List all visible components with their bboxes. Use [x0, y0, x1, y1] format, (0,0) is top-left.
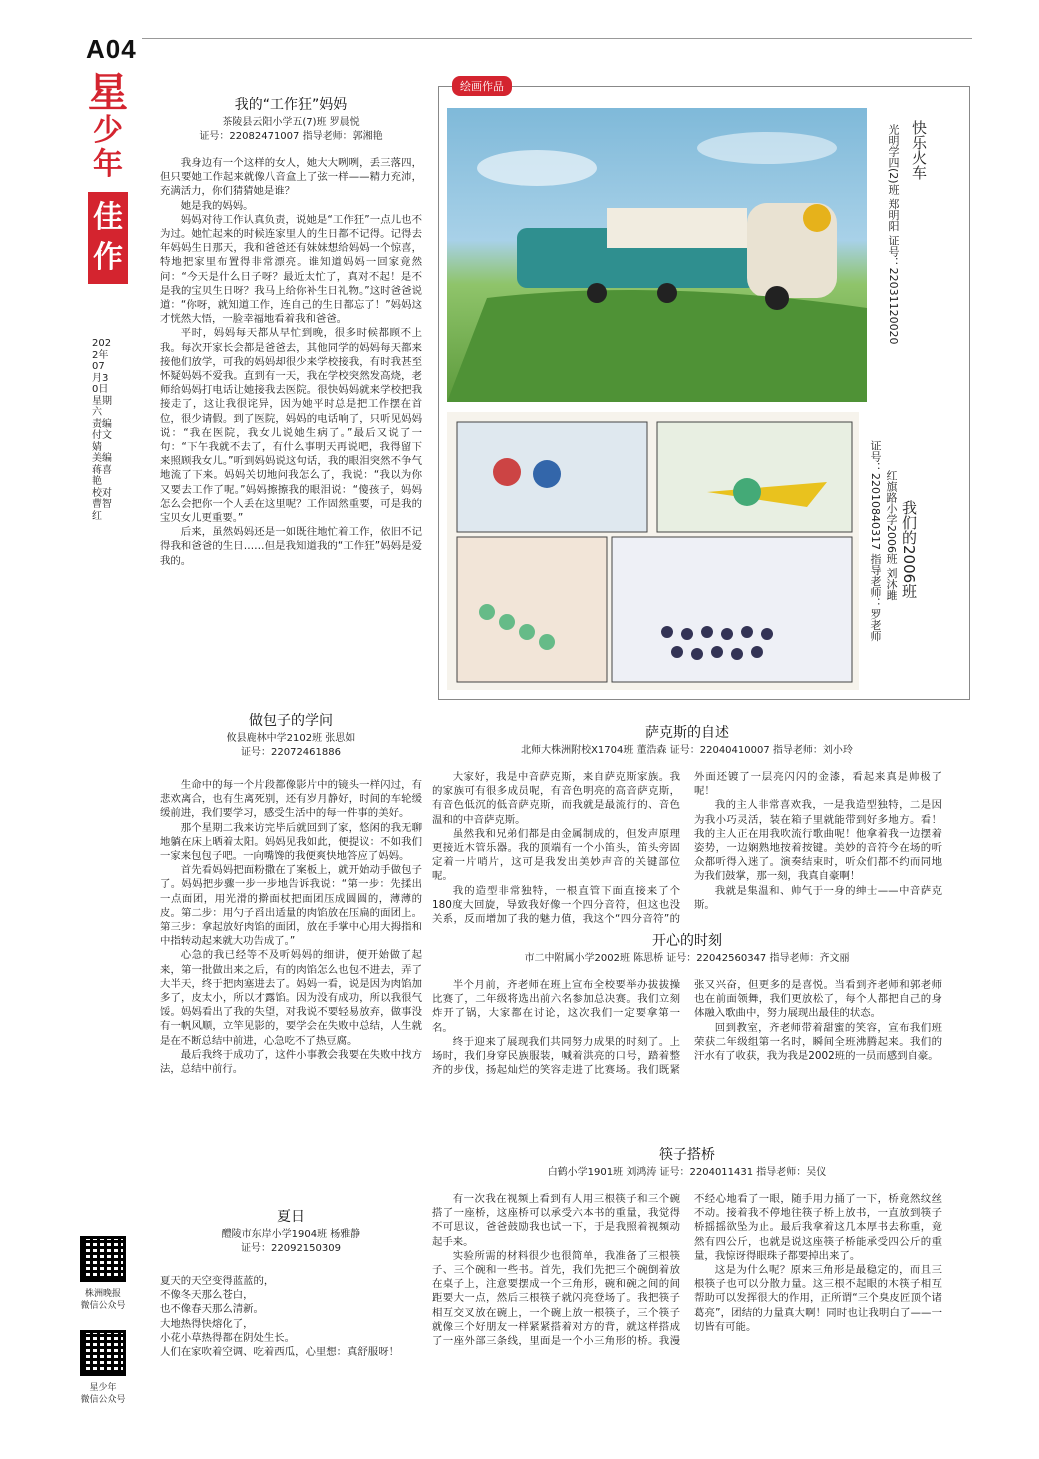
painting1-title-text: 快乐火车: [910, 120, 928, 180]
poem-line: 不像冬天那么苍白，: [160, 1289, 254, 1302]
poem-body: [160, 1274, 422, 1359]
poem-line: 夏天的天空变得蓝蓝的，: [160, 1275, 275, 1287]
paragraph: 首先看妈妈把面粉撒在了案板上，就开始动手做包子了。妈妈把步骤一步一步地告诉我说：“第一步：先揉出一点面团，用光滑的擀面杖把面团压成圆圆的，薄薄的皮。第二步：用勺子舀出适量的肉馅放在压扁的面团上。第三步：拿起放好肉馅的面团，放在手掌中心用大拇指和中指转动起来就大功告成了。”: [160, 864, 422, 948]
article-byline: 北师大株洲附校X1704班 董浩森 证号：22040410007 指导老师：刘小玲: [521, 745, 853, 756]
paragraph: 我的主人非常喜欢我，一是我造型独特，二是因为我小巧灵活，装在箱子里就能带到好多地方。看！我的主人正在用我吹流行歌曲呢！他拿着我一边摆着姿势，一边娴熟地按着按键。美妙的音符今在场的听众都听得入迷了。演奏结束时，听众们都不约而同地为我们鼓掌，那一刻，我真自豪啊！: [694, 799, 942, 883]
poem-line: 人们在家吹着空调、吃着西瓜，心里想：真舒服呀！: [160, 1346, 399, 1359]
article-body: [160, 156, 422, 568]
qr-label: [68, 1382, 138, 1406]
paragraph: 大家好，我是中音萨克斯，来自萨克斯家族。我的家族可有很多成员呢，有音色明亮的高音萨克斯，有音色低沉的低音萨克斯，而我就是最流行的、音色温和的中音萨克斯。: [432, 771, 680, 826]
article-saxophone: [432, 722, 942, 950]
article-chopstick-bridge: [432, 1144, 942, 1412]
qr-label-line: 微信公众号: [80, 1395, 126, 1405]
class-illustration: [447, 412, 859, 690]
painting2-credit2: 证号：22010840317 指导老师：罗老师: [869, 440, 882, 642]
paragraph: 心急的我已经等不及听妈妈的细讲，便开始做了起来，第一批做出来之后，有的肉馅怎么也包不进去，弄了大半天，终于把肉塞进去了。妈妈一看，说是因为肉馅加多了，皮太小，所以才露馅。因为没有成功，所以我很气馁。妈妈看出了我的失望，对我说不要轻易放弃，做事没有一帆风顺，立竿见影的，要学会在失败中总结，人生就是在不断总结中前进，心急吃不了热豆腐。: [160, 949, 422, 1047]
masthead-title-line1: 星: [88, 69, 128, 116]
paragraph: 我身边有一个这样的女人，她大大咧咧，丢三落四，但只要她工作起来就像八音盒上了弦一样——精力充沛，充满活力，你们猜猜她是谁？: [160, 157, 422, 198]
paragraph: 她是我的妈妈。: [180, 199, 254, 212]
article-title: 夏日: [277, 1209, 305, 1225]
artwork-tag: 绘画作品: [452, 76, 512, 96]
article-happy-moment: [432, 930, 942, 1128]
article-credential: 证号：22072461886: [241, 747, 341, 758]
paragraph: 平时，妈妈每天都从早忙到晚，很多时候都顾不上我。每次开家长会都是爸爸去，其他同学的妈妈每天都来接他们放学，可我的妈妈却很少来学校接我，有时我甚至怀疑妈妈不爱我。直到有一天，我在学校突然发高烧，老师给妈妈打电话让她接我去医院。很快妈妈就来学校把我接走了，这让我很诧异，因为她平时总是把工作摆在首位，很少请假。到了医院，妈妈的电话响了，只听见妈妈说：“我在医院，我女儿说她生病了。”最后又说了一句：“下午我就不去了，有什么事明天再说吧，我得留下来照顾我女儿。”听到妈妈说这句话，我的眼泪突然不争气地流了下来。妈妈关切地问我怎么了，我说：“我以为你又要去工作了呢。”妈妈擦擦我的眼泪说：“傻孩子，妈妈怎么会把你一个人丢在这里呢？工作固然重要，可是我的宝贝女儿更重要。”: [160, 327, 422, 525]
paragraph: 生命中的每一个片段都像影片中的镜头一样闪过，有悲欢离合，也有生离死别，还有岁月静好，时间的车轮缓缓前进，我们要学习，感受生活中的每一件事的美好。: [160, 779, 422, 820]
article-byline: 白鹤小学1901班 刘鸿涛 证号：2204011431 指导老师：吴仪: [547, 1167, 827, 1178]
qr-code-icon[interactable]: [80, 1236, 126, 1282]
paragraph: 半个月前，齐老师在班上宣布全校要举办拔拔操比赛了，二年级将选出前六名参加总决赛。我们立刻炸开了锅，大家都在讨论，这次我们一定要拿第一名。: [432, 979, 680, 1034]
article-body: [432, 978, 942, 1128]
painting2-title: [902, 500, 916, 598]
article-byline: 攸县鹿林中学2102班 张思如: [226, 733, 356, 744]
paragraph: 后来，虽然妈妈还是一如既往地忙着工作，依旧不记得我和爸爸的生日……但是我知道我的“工作狂”妈妈是爱我的。: [160, 526, 422, 567]
painting1-title: [912, 120, 926, 180]
paragraph: 回到教室，齐老师带着甜蜜的笑容，宣布我们班荣获二年级组第一名时，瞬间全班沸腾起来。我们的汗水有了收获，我为我是2002班的一员而感到自豪。: [694, 1021, 942, 1063]
poem-line: 大地热得快熔化了，: [160, 1317, 254, 1330]
poem-line: 也不像春天那么清新。: [160, 1303, 264, 1316]
paragraph: 这是为什么呢？原来三角形是最稳定的，而且三根筷子也可以分散力量。这三根不起眼的木筷子相互帮助可以发挥很大的作用，正所谓“三个臭皮匠顶个诸葛亮”，团结的力量真大啊！同时也让我明白了——一切皆有可能。: [694, 1264, 942, 1333]
masthead: [80, 69, 150, 284]
painting-happy-train: [447, 108, 867, 402]
qr-code-icon[interactable]: [80, 1330, 126, 1376]
article-byline: 市二中附属小学2002班 陈思桥 证号：22042560347 指导老师：齐文丽: [524, 953, 850, 964]
article-title: 我的“工作狂”妈妈: [234, 97, 348, 113]
article-byline: 茶陵县云阳小学五(7)班 罗晨悦: [222, 117, 360, 128]
painting1-credit: 光明学四(2)班 郑明阳 证号：22031120020: [887, 124, 900, 345]
qr-label-line: 微信公众号: [80, 1301, 126, 1311]
page-number: A04: [86, 34, 137, 64]
qr-label-line: 星少年: [89, 1383, 117, 1393]
qr-label: [68, 1288, 138, 1312]
painting2-title-text: 我们的2006班: [900, 500, 918, 599]
article-body: [432, 1192, 942, 1412]
painting-our-class: [447, 412, 859, 690]
paragraph: 虽然我和兄弟们都是由金属制成的，但发声原理更接近木管乐器。我的顶端有一个小笛头，笛头旁固定着一片哨片，这可是我发出美妙声音的关键部位呢。: [432, 827, 680, 883]
qr-label-line: 株洲晚报: [84, 1289, 121, 1299]
paragraph: 终于迎来了展现我们共同努力成果的时刻了。上场时，我们身穿民族服装，喊着洪亮的口号，踏着整齐的步伐，扬起灿烂的笑容走进了比赛场。我们既紧张又兴奋，但更多的是喜悦。当看到齐老师和郭老师也在前面领舞，我们更放松了，每个人都把自己的身体融入歌曲中，努力展现出最佳的状态。: [432, 979, 942, 1077]
masthead-title-line2: 少年: [93, 113, 123, 182]
article-credential: 证号：22092150309: [241, 1243, 341, 1254]
article-body: [432, 770, 942, 950]
dateline: 2022年07月30日 星期六 责编付文婧 美编蒋喜艳 校对曹智红: [92, 338, 112, 522]
paragraph: 妈妈对待工作认真负责，说她是“工作狂”一点儿也不为过。她忙起来的时候连家里人的生日都不记得。记得去年妈妈生日那天，我和爸爸还有妹妹想给妈妈一个惊喜，特地把家里布置得非常漂亮。谁知道妈妈一回家竟然问：“今天是什么日子呀？最近太忙了，真对不起！是不是我的宝贝生日呀？我马上给你补生日礼物。”这时爸爸说道：“你呀，就知道工作，连自己的生日都忘了！”妈妈这才恍然大悟，一脸幸福地看着我和爸爸。: [160, 213, 422, 326]
paragraph: 我的造型非常独特，一根直管下面直接来了个180度大回旋，导致我好像一个四分音符，但这也没关系，反而增加了我的魅力值，我这个“四分音符”的外面还镀了一层亮闪闪的金漆，看起来真是帅极了呢！: [432, 771, 942, 926]
article-summer: [160, 1206, 422, 1359]
paragraph: 最后我终于成功了，这件小事教会我要在失败中找方法，总结中前行。: [160, 1048, 422, 1076]
top-rule: [142, 38, 972, 39]
paragraph: 那个星期二我来访完毕后就回到了家，悠闲的我无聊地躺在床上晒着太阳。妈妈见我如此，便提议：不如我们一家来包包子吧。一向嘴馋的我便爽快地答应了妈妈。: [160, 821, 422, 863]
painting2-credit: 红旗路小学2006班 刘沐雎: [885, 470, 898, 601]
article-workaholic-mom: [160, 94, 422, 568]
article-byline: 醴陵市东岸小学1904班 杨雅静: [221, 1229, 361, 1240]
paragraph: 我就是集温和、帅气于一身的绅士——中音萨克斯。: [694, 884, 942, 911]
article-baozi: [160, 710, 422, 1076]
article-title: 开心的时刻: [652, 933, 722, 949]
article-title: 萨克斯的自述: [645, 725, 729, 741]
paragraph: 实验所需的材料很少也很简单，我准备了三根筷子、三个碗和一些书。首先，我们先把三个碗倒着放在桌子上，注意要摆成一个三角形，碗和碗之间的间距要大一点，然后三根筷子就闪亮登场了。我把筷子相互交叉放在碗上，一个碗上放一根筷子，三个筷子就像三个好朋友一样紧紧搭着对方的背，就这样搭成了一座外部三条线，里面是一个小三角形的桥。我漫不经心地看了一眼，随手用力捅了一下，桥竟然纹丝不动。接着我不停地往筷子桥上放书，一直放到筷子桥摇摇欲坠为止。最后我拿着这几本厚书去称重，竟然有四公斤，也就是说这座筷子桥能承受四公斤的重量，我惊讶得眼珠子都要掉出来了。: [432, 1193, 942, 1348]
paragraph: 有一次我在视频上看到有人用三根筷子和三个碗搭了一座桥，这座桥可以承受六本书的重量，我觉得不可思议，爸爸鼓励我也试一下，于是我照着视频动起手来。: [432, 1193, 680, 1248]
train-illustration: [447, 108, 867, 402]
article-credential: 证号：22082471007 指导老师：郭湘艳: [199, 131, 383, 142]
section-label: 佳作: [88, 192, 128, 284]
poem-line: 小花小草热得都在阴处生长。: [160, 1331, 296, 1344]
article-title: 做包子的学问: [249, 713, 333, 729]
article-body: [160, 778, 422, 1076]
article-title: 筷子搭桥: [659, 1147, 715, 1163]
